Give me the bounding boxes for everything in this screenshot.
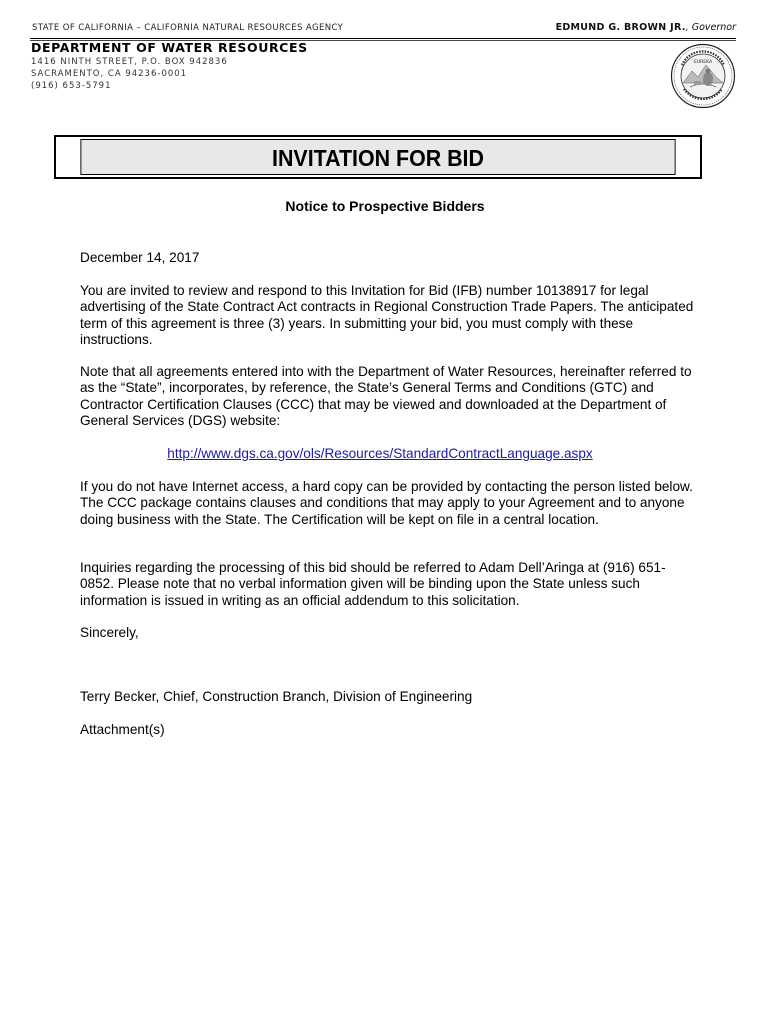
attachments-label: Attachment(s) xyxy=(80,722,165,737)
title-box xyxy=(54,135,702,179)
paragraph-hard-copy: If you do not have Internet access, a hard copy can be provided by contacting the person listed below. The CCC package contains clauses and conditions that may apply to your Agreement and to anyone doing business with the State. The Certification will be kept on file in a central location. xyxy=(80,479,693,527)
paragraph-inquiries: Inquiries regarding the processing of this bid should be referred to Adam Dell’Aringa at (916) 651-0852. Please note that no verbal information given will be binding upon the State unless such information is issued in writing as an official addendum to this solicitation. xyxy=(80,560,666,608)
governor-title: , Governor xyxy=(685,22,736,33)
california-seal-icon xyxy=(670,43,736,109)
governor-line xyxy=(556,22,736,33)
agency-name: STATE OF CALIFORNIA – CALIFORNIA NATURAL RESOURCES AGENCY xyxy=(32,23,344,33)
svg-text:EUREKA: EUREKA xyxy=(693,60,713,65)
address-phone: (916) 653-5791 xyxy=(31,81,112,91)
governor-name: EDMUND G. BROWN JR. xyxy=(555,22,686,33)
dgs-website-link[interactable]: http://www.dgs.ca.gov/ols/Resources/StandardContractLanguage.aspx xyxy=(167,446,593,461)
paragraph-invitation: You are invited to review and respond to this Invitation for Bid (IFB) number 10138917 for legal advertising of the State Contract Act contracts in Regional Construction Trade Papers. The anticipated term of this agreement is three (3) years. In submitting your bid, you must comply with these instructions. xyxy=(80,283,694,347)
department-name: DEPARTMENT OF WATER RESOURCES xyxy=(31,40,308,55)
document-title: INVITATION FOR BID xyxy=(80,139,675,175)
signatory: Terry Becker, Chief, Construction Branch, Division of Engineering xyxy=(80,689,473,704)
document-subtitle: Notice to Prospective Bidders xyxy=(285,198,485,214)
letterhead-top-bar xyxy=(30,20,736,39)
letter-date: December 14, 2017 xyxy=(80,250,200,265)
paragraph-terms: Note that all agreements entered into with the Department of Water Resources, hereinafter referred to as the “State”, incorporates, by reference, the State’s General Terms and Conditions (GTC) and Contractor Certification Clauses (CCC) that may be viewed and downloaded at the Department of General Services (DGS) website: xyxy=(80,364,692,428)
closing: Sincerely, xyxy=(80,625,139,640)
address-city: SACRAMENTO, CA 94236-0001 xyxy=(31,69,188,79)
address-street: 1416 NINTH STREET, P.O. BOX 942836 xyxy=(31,57,228,67)
